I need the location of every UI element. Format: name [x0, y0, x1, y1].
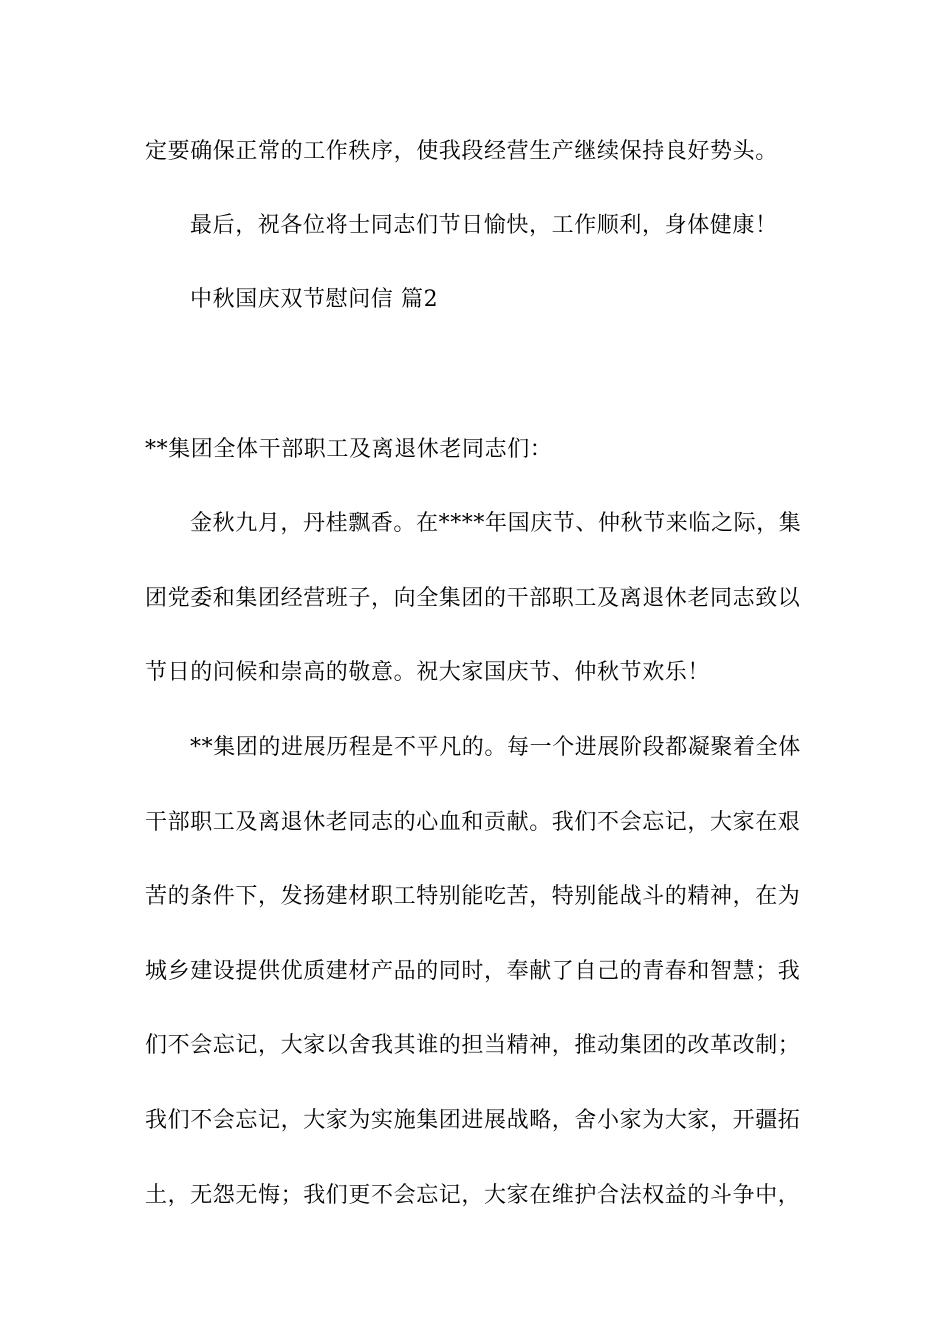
- paragraph-line: 节日的问候和崇高的敬意。祝大家国庆节、仲秋节欢乐！: [145, 660, 711, 685]
- paragraph-line: 们不会忘记，大家以舍我其谁的担当精神，推动集团的改革改制；: [145, 1033, 801, 1058]
- paragraph-line: 我们不会忘记，大家为实施集团进展战略，舍小家为大家，开疆拓: [145, 1108, 801, 1133]
- paragraph-line: 土，无怨无悔；我们更不会忘记，大家在维护合法权益的斗争中，: [145, 1183, 801, 1208]
- paragraph-line: 定要确保正常的工作秩序，使我段经营生产继续保持良好势头。: [145, 139, 778, 164]
- paragraph-line: 团党委和集团经营班子，向全集团的干部职工及离退休老同志致以: [145, 586, 801, 611]
- section-heading: 中秋国庆双节慰问信 篇2: [190, 287, 439, 312]
- paragraph-line: 金秋九月，丹桂飘香。在****年国庆节、仲秋节来临之际，集: [190, 511, 802, 536]
- paragraph-line: 苦的条件下，发扬建材职工特别能吃苦，特别能战斗的精神，在为: [145, 884, 801, 909]
- paragraph-line: **集团的进展历程是不平凡的。每一个进展阶段都凝聚着全体: [190, 735, 801, 760]
- closing-wishes-line: 最后，祝各位将士同志们节日愉快，工作顺利，身体健康！: [190, 213, 778, 238]
- paragraph-line: 城乡建设提供优质建材产品的同时，奉献了自己的青春和智慧；我: [145, 959, 801, 984]
- paragraph-line: 干部职工及离退休老同志的心血和贡献。我们不会忘记，大家在艰: [145, 810, 801, 835]
- salutation-line: **集团全体干部职工及离退休老同志们：: [145, 437, 553, 462]
